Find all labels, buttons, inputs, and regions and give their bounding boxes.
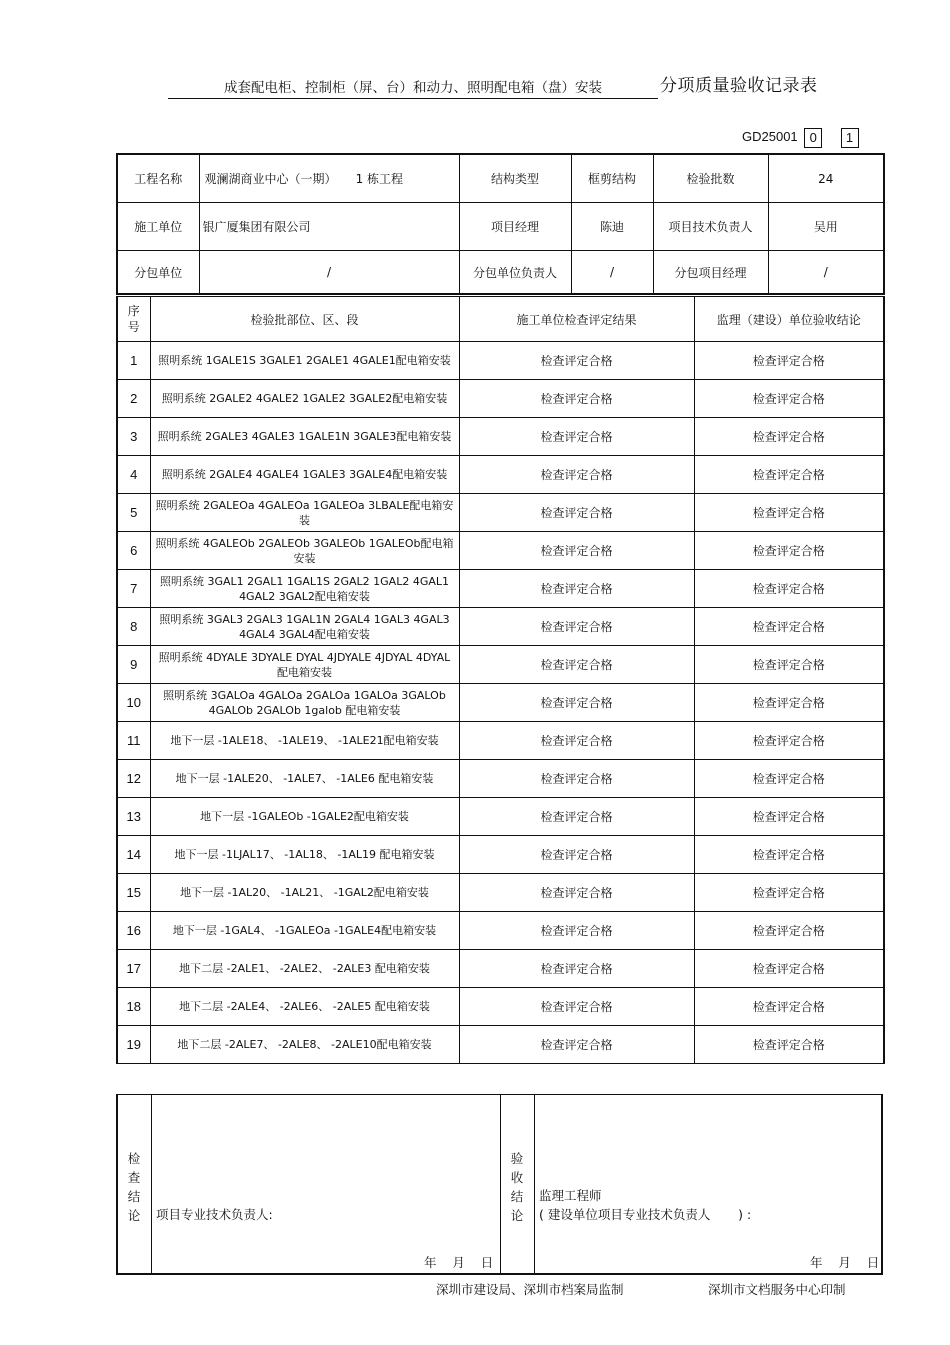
row-contractor-result: 检查评定合格 [459,646,694,684]
project-name-value: 观澜湖商业中心（一期） 1 栋工程 [199,154,459,203]
seq-header: 序 号 [117,297,150,342]
row-supervisor-result: 检查评定合格 [694,570,884,608]
row-supervisor-result: 检查评定合格 [694,456,884,494]
row-supervisor-result: 检查评定合格 [694,722,884,760]
row-seq: 6 [117,532,150,570]
row-seq: 10 [117,684,150,722]
contractor-label: 施工单位 [117,203,199,251]
row-supervisor-result: 检查评定合格 [694,684,884,722]
row-contractor-result: 检查评定合格 [459,418,694,456]
row-supervisor-result: 检查评定合格 [694,532,884,570]
row-contractor-result: 检查评定合格 [459,380,694,418]
form-subtitle: 成套配电柜、控制柜（屏、台）和动力、照明配电箱（盘）安装 [168,78,658,99]
table-row [117,722,884,760]
row-contractor-result: 检查评定合格 [459,684,694,722]
accept-date: 年 月 日 [810,1255,880,1270]
table-row [117,874,884,912]
row-contractor-result: 检查评定合格 [459,798,694,836]
row-part: 地下一层 -1LJAL17、 -1AL18、 -1AL19 配电箱安装 [150,836,459,874]
table-row [117,684,884,722]
footer-supervised-by: 深圳市建设局、深圳市档案局监制 [436,1282,624,1297]
row-part: 照明系统 2GALE3 4GALE3 1GALE1N 3GALE3配电箱安装 [150,418,459,456]
row-seq: 9 [117,646,150,684]
row-seq: 8 [117,608,150,646]
document-code-prefix: GD25001 [742,129,798,144]
row-part: 照明系统 1GALE1S 3GALE1 2GALE1 4GALE1配电箱安装 [150,342,459,380]
row-seq: 13 [117,798,150,836]
row-seq: 4 [117,456,150,494]
row-part: 照明系统 2GALE4 4GALE4 1GALE3 3GALE4配电箱安装 [150,456,459,494]
row-supervisor-result: 检查评定合格 [694,988,884,1026]
row-contractor-result: 检查评定合格 [459,722,694,760]
row-part: 照明系统 3GAL1 2GAL1 1GAL1S 2GAL2 1GAL2 4GAL1 4GAL2 3GAL2配电箱安装 [150,570,459,608]
table-row [117,532,884,570]
form-main-title: 分项质量验收记录表 [660,76,818,96]
sub-pm-value: / [768,251,884,295]
owner-tech-lead-label: ( 建设单位项目专业技术负责人 ) : [539,1207,752,1222]
row-contractor-result: 检查评定合格 [459,532,694,570]
table-row [117,494,884,532]
row-supervisor-result: 检查评定合格 [694,494,884,532]
project-name-label: 工程名称 [117,154,199,203]
row-supervisor-result: 检查评定合格 [694,798,884,836]
row-supervisor-result: 检查评定合格 [694,380,884,418]
table-row [117,950,884,988]
batch-count-label: 检验批数 [653,154,768,203]
table-row [117,912,884,950]
document-code [742,128,859,148]
row-seq: 12 [117,760,150,798]
row-part: 照明系统 2GALE2 4GALE2 1GALE2 3GALE2配电箱安装 [150,380,459,418]
row-part: 照明系统 3GALOa 4GALOa 2GALOa 1GALOa 3GALOb 4GALOb 2GALOb 1galob 配电箱安装 [150,684,459,722]
row-supervisor-result: 检查评定合格 [694,646,884,684]
accept-conclusion-label: 验 收 结 论 [510,1151,524,1223]
footer-printed-by: 深圳市文档服务中心印制 [708,1282,846,1297]
table-row [117,608,884,646]
row-contractor-result: 检查评定合格 [459,874,694,912]
table-row [117,1026,884,1064]
row-supervisor-result: 检查评定合格 [694,418,884,456]
supervisor-result-header: 监理（建设）单位验收结论 [694,297,884,342]
row-contractor-result: 检查评定合格 [459,1026,694,1064]
document-code-box-2: 1 [841,128,859,148]
row-supervisor-result: 检查评定合格 [694,608,884,646]
table-row [117,760,884,798]
contractor-value: 银广厦集团有限公司 [199,203,459,251]
row-seq: 14 [117,836,150,874]
row-seq: 17 [117,950,150,988]
form-title [168,78,828,100]
row-seq: 11 [117,722,150,760]
row-part: 地下二层 -2ALE7、 -2ALE8、 -2ALE10配电箱安装 [150,1026,459,1064]
row-contractor-result: 检查评定合格 [459,760,694,798]
row-part: 地下一层 -1ALE18、 -1ALE19、 -1ALE21配电箱安装 [150,722,459,760]
check-signer-label: 项目专业技术负责人: [156,1207,273,1222]
row-seq: 16 [117,912,150,950]
row-supervisor-result: 检查评定合格 [694,874,884,912]
project-info-table [116,153,885,295]
subcontractor-label: 分包单位 [117,251,199,295]
sub-lead-value: / [571,251,653,295]
row-contractor-result: 检查评定合格 [459,950,694,988]
table-row [117,570,884,608]
row-part: 地下一层 -1ALE20、 -1ALE7、 -1ALE6 配电箱安装 [150,760,459,798]
row-contractor-result: 检查评定合格 [459,836,694,874]
row-seq: 3 [117,418,150,456]
table-row [117,988,884,1026]
row-part: 照明系统 2GALEOa 4GALEOa 1GALEOa 3LBALE配电箱安装 [150,494,459,532]
contractor-result-header: 施工单位检查评定结果 [459,297,694,342]
structure-type-value: 框剪结构 [571,154,653,203]
row-seq: 2 [117,380,150,418]
row-part: 地下一层 -1GAL4、 -1GALEOa -1GALE4配电箱安装 [150,912,459,950]
row-part: 地下一层 -1AL20、 -1AL21、 -1GAL2配电箱安装 [150,874,459,912]
row-part: 地下二层 -2ALE1、 -2ALE2、 -2ALE3 配电箱安装 [150,950,459,988]
row-contractor-result: 检查评定合格 [459,608,694,646]
project-manager-label: 项目经理 [459,203,571,251]
tech-lead-label: 项目技术负责人 [653,203,768,251]
row-part: 地下一层 -1GALEOb -1GALE2配电箱安装 [150,798,459,836]
row-contractor-result: 检查评定合格 [459,456,694,494]
table-row [117,456,884,494]
row-seq: 7 [117,570,150,608]
row-supervisor-result: 检查评定合格 [694,950,884,988]
sub-lead-label: 分包单位负责人 [459,251,571,295]
table-row [117,646,884,684]
row-contractor-result: 检查评定合格 [459,342,694,380]
part-header: 检验批部位、区、段 [150,297,459,342]
row-seq: 18 [117,988,150,1026]
row-contractor-result: 检查评定合格 [459,988,694,1026]
row-supervisor-result: 检查评定合格 [694,912,884,950]
row-part: 地下二层 -2ALE4、 -2ALE6、 -2ALE5 配电箱安装 [150,988,459,1026]
table-row [117,798,884,836]
row-supervisor-result: 检查评定合格 [694,1026,884,1064]
sub-pm-label: 分包项目经理 [653,251,768,295]
row-seq: 5 [117,494,150,532]
row-supervisor-result: 检查评定合格 [694,342,884,380]
batch-count-value: 24 [768,154,884,203]
table-row [117,380,884,418]
project-manager-value: 陈迪 [571,203,653,251]
row-supervisor-result: 检查评定合格 [694,836,884,874]
tech-lead-value: 吴用 [768,203,884,251]
row-part: 照明系统 3GAL3 2GAL3 1GAL1N 2GAL4 1GAL3 4GAL3 4GAL4 3GAL4配电箱安装 [150,608,459,646]
row-seq: 15 [117,874,150,912]
structure-type-label: 结构类型 [459,154,571,203]
row-contractor-result: 检查评定合格 [459,494,694,532]
row-supervisor-result: 检查评定合格 [694,760,884,798]
table-row [117,836,884,874]
row-seq: 1 [117,342,150,380]
conclusion-section [116,1094,883,1275]
table-row [117,342,884,380]
supervisor-engineer-label: 监理工程师 [539,1188,602,1203]
document-code-box-1: 0 [804,128,822,148]
table-row [117,418,884,456]
inspection-list-table [116,296,885,1064]
check-date: 年 月 日 [424,1255,494,1270]
row-part: 照明系统 4DYALE 3DYALE DYAL 4JDYALE 4JDYAL 4DYAL配电箱安装 [150,646,459,684]
check-conclusion-label: 检 查 结 论 [127,1151,141,1223]
subcontractor-value: / [199,251,459,295]
row-part: 照明系统 4GALEOb 2GALEOb 3GALEOb 1GALEOb配电箱安装 [150,532,459,570]
row-seq: 19 [117,1026,150,1064]
row-contractor-result: 检查评定合格 [459,912,694,950]
row-contractor-result: 检查评定合格 [459,570,694,608]
